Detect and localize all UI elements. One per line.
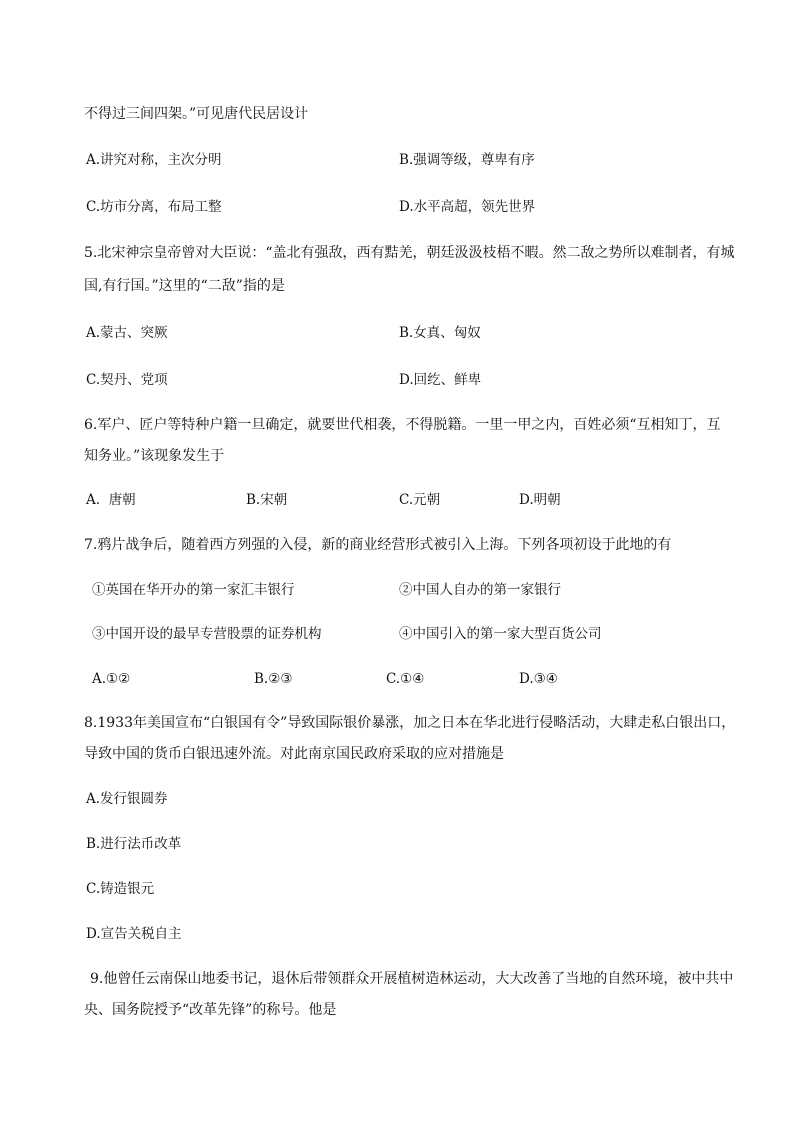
q6-stem-line2: 知务业。”该现象发生于	[84, 448, 225, 464]
q4-option-b: B.强调等级，尊卑有序	[399, 152, 535, 168]
q7-option-a: A.①②	[92, 671, 131, 687]
q6-stem-line1: 6.军户、匠户等特种户籍一旦确定，就要世代相袭，不得脱籍。一里一甲之内，百姓必须“互相知丁，互	[84, 417, 721, 433]
q7-stem-line1: 7.鸦片战争后，随着西方列强的入侵，新的商业经营形式被引入上海。下列各项初设于此地的有	[84, 537, 672, 553]
q7-option-b: B.②③	[254, 671, 293, 687]
q7-option-d: D.③④	[519, 671, 558, 687]
q6-option-d: D.明朝	[519, 492, 561, 508]
q8-option-d: D.宣告关税自主	[86, 926, 182, 942]
q8-stem-line1: 8.1933年美国宣布“白银国有令”导致国际银价暴涨，加之日本在华北进行侵略活动，大肆走私白银出口，	[84, 715, 736, 731]
q7-option-c: C.①④	[386, 671, 425, 687]
q4-option-c: C.坊市分离，布局工整	[86, 199, 222, 215]
q4-option-d: D.水平高超，领先世界	[399, 199, 536, 215]
q6-option-a: A. 唐朝	[86, 492, 136, 508]
q7-item-2: ②中国人自办的第一家银行	[399, 582, 561, 598]
q5-option-d: D.回纥、鲜卑	[399, 372, 482, 388]
q5-option-b: B.女真、匈奴	[399, 325, 481, 341]
q5-option-a: A.蒙古、突厥	[86, 325, 168, 341]
q8-option-c: C.铸造银元	[86, 881, 155, 897]
q5-option-c: C.契丹、党项	[86, 372, 168, 388]
q8-option-b: B.进行法币改革	[86, 836, 182, 852]
q4-option-a: A.讲究对称，主次分明	[86, 152, 222, 168]
q7-item-1: ①英国在华开办的第一家汇丰银行	[92, 582, 295, 598]
q5-stem-line2: 国,有行国。”这里的“二敌”指的是	[84, 278, 285, 294]
q9-stem-line2: 央、国务院授予“改革先锋”的称号。他是	[84, 1002, 337, 1018]
q9-stem-line1: 9.他曾任云南保山地委书记，退休后带领群众开展植树造林运动，大大改善了当地的自然环境，被中共中	[90, 971, 734, 987]
q4-stem-continuation: 不得过三间四架。”可见唐代民居设计	[84, 106, 309, 122]
q7-item-4: ④中国引入的第一家大型百货公司	[399, 626, 602, 642]
q8-option-a: A.发行银圆券	[86, 791, 168, 807]
q6-option-b: B.宋朝	[246, 492, 288, 508]
q6-option-c: C.元朝	[399, 492, 441, 508]
q7-item-3: ③中国开设的最早专营股票的证券机构	[92, 626, 322, 642]
q8-stem-line2: 导致中国的货币白银迅速外流。对此南京国民政府采取的应对措施是	[84, 746, 504, 762]
q5-stem-line1: 5.北宋神宗皇帝曾对大臣说：“盖北有强敌，西有黠羌，朝廷汲汲枝梧不暇。然二敌之势所以难制者，有城	[84, 245, 735, 261]
